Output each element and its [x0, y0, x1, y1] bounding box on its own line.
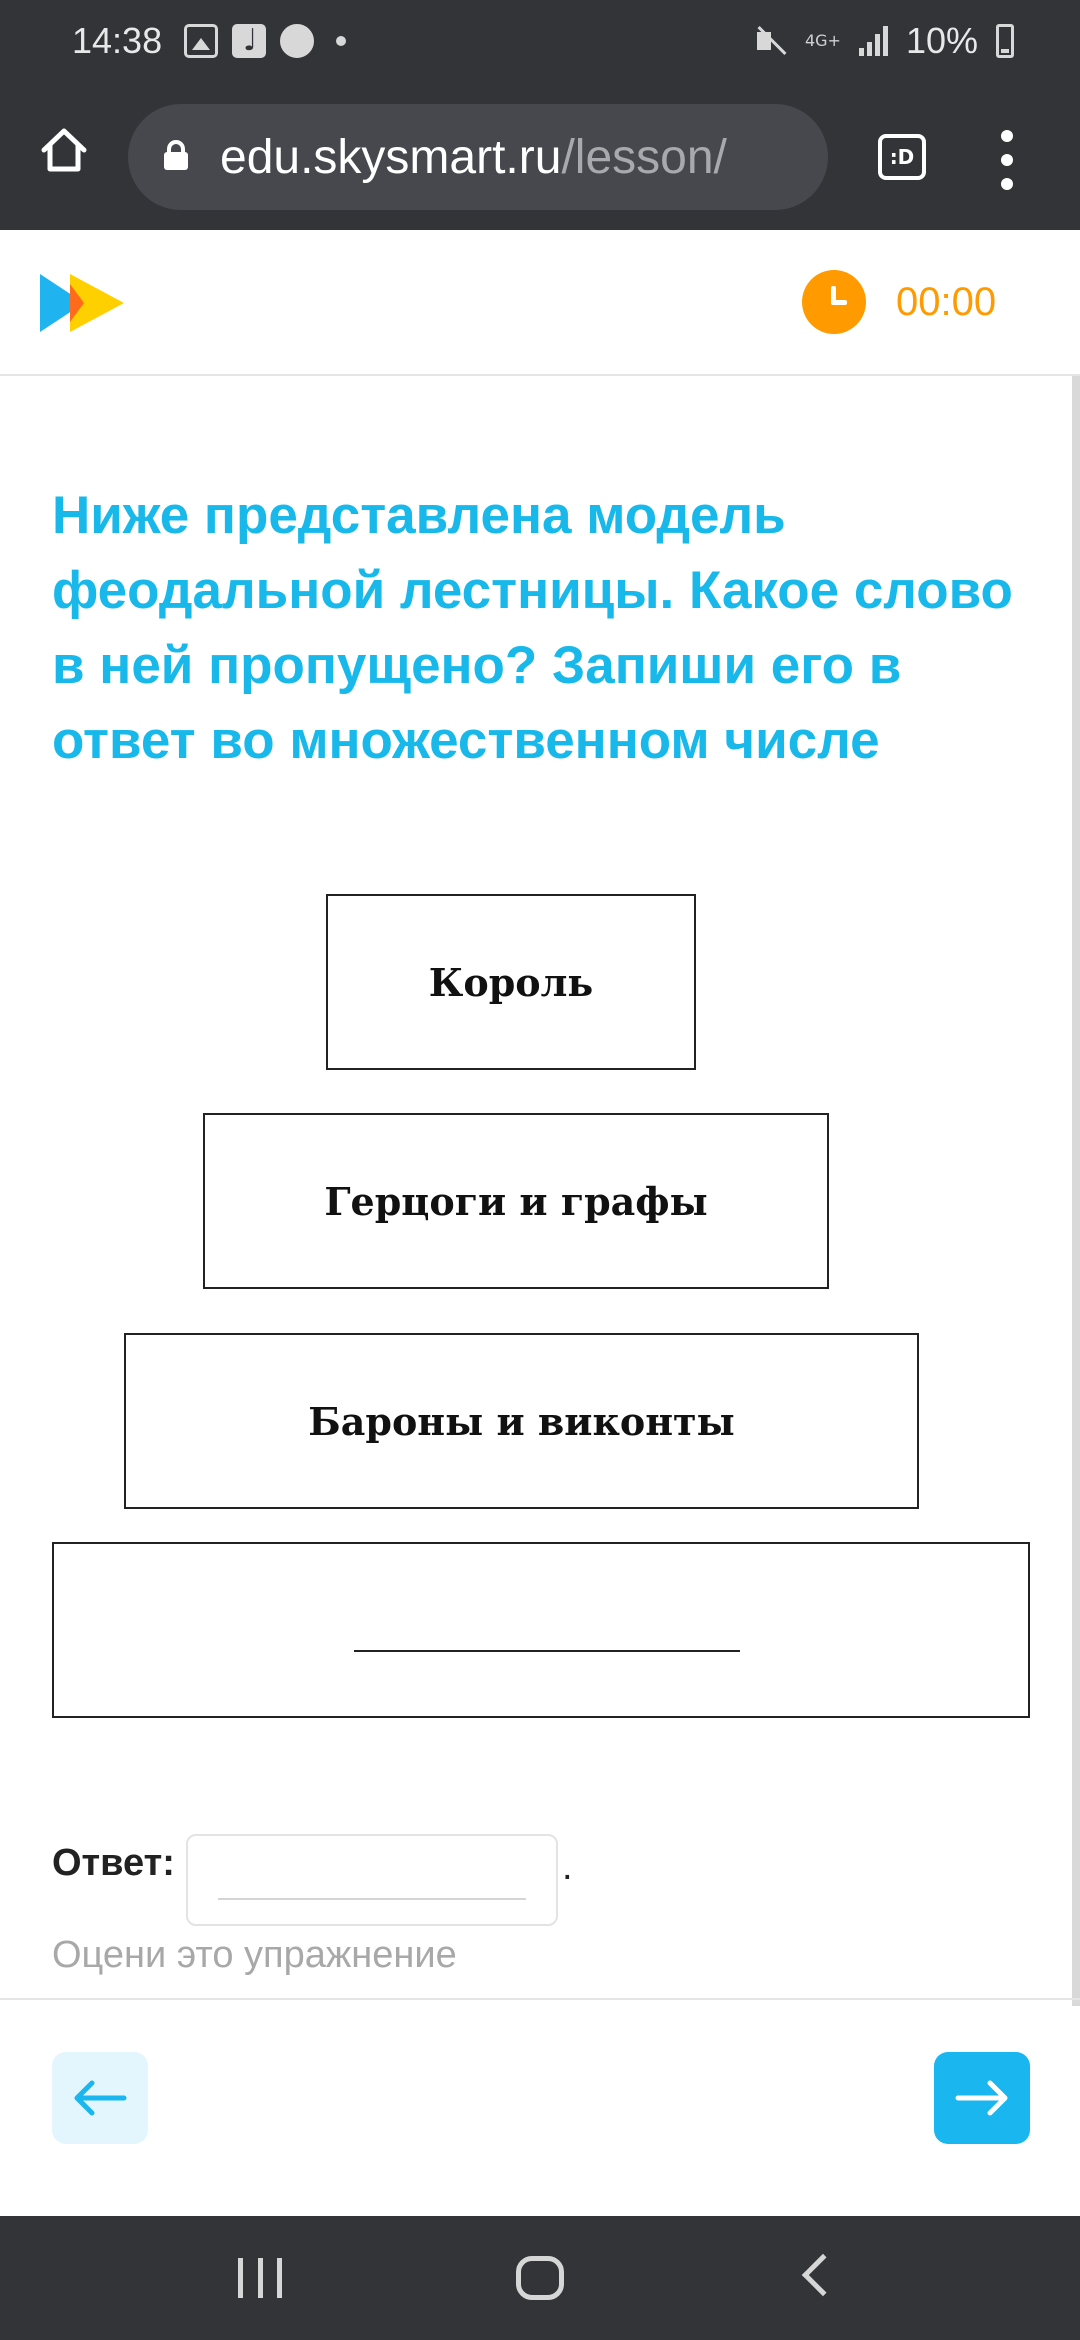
- browser-menu-icon[interactable]: [992, 130, 1022, 190]
- system-status: [753, 20, 1014, 62]
- timer: [802, 270, 996, 334]
- home-button-icon[interactable]: [516, 2256, 564, 2300]
- answer-label: Ответ:: [52, 1842, 175, 1884]
- previous-button[interactable]: [52, 2052, 148, 2144]
- answer-suffix: .: [562, 1846, 573, 1888]
- status-bar: [0, 0, 1080, 84]
- pyramid-level-missing: [52, 1542, 1030, 1718]
- lock-icon: [164, 140, 188, 170]
- rate-exercise-link[interactable]: Оцени это упражнение: [52, 1934, 457, 1976]
- url-host: edu.skysmart.ru: [220, 131, 562, 184]
- divider: [0, 1998, 1080, 2000]
- music-icon: [232, 24, 266, 58]
- battery-percent: 10%: [905, 20, 978, 61]
- mute-icon: [753, 24, 787, 58]
- gallery-icon: [184, 24, 218, 58]
- url-text: [220, 130, 727, 185]
- network-type: 4G+: [804, 31, 841, 50]
- pyramid-level-dukes: [203, 1113, 829, 1289]
- battery-icon: [996, 24, 1014, 58]
- pyramid-level-king: [326, 894, 696, 1070]
- pyramid-level-label: Герцоги и графы: [324, 1178, 708, 1224]
- arrow-left-icon: [72, 2078, 128, 2118]
- question-text: Ниже представлена модель феодальной лестницы. Какое слово в ней пропущено? Запиши его в ответ во множественном числе: [52, 486, 1013, 770]
- back-icon[interactable]: [802, 2254, 844, 2296]
- recent-apps-icon[interactable]: [238, 2258, 282, 2298]
- system-navigation-bar: [0, 2216, 1080, 2340]
- more-notifications-icon: [336, 36, 346, 46]
- answer-input[interactable]: [186, 1834, 558, 1926]
- tabs-button[interactable]: :D: [878, 134, 926, 180]
- app-header: [0, 230, 1080, 376]
- home-icon[interactable]: [38, 124, 90, 176]
- browser-toolbar: [0, 84, 1080, 230]
- timer-value: 00:00: [896, 279, 997, 324]
- address-bar[interactable]: [128, 104, 828, 210]
- url-path: /lesson/: [561, 131, 727, 184]
- game-icon: [280, 24, 314, 58]
- answer-input-underline: [218, 1898, 526, 1900]
- arrow-right-icon: [954, 2078, 1010, 2118]
- blank-line: [354, 1650, 740, 1652]
- next-button[interactable]: [934, 2052, 1030, 2144]
- pyramid-level-label: Король: [428, 959, 594, 1005]
- scrollbar[interactable]: [1072, 376, 1080, 2006]
- pyramid-level-barons: [124, 1333, 919, 1509]
- clock-icon: [802, 270, 866, 334]
- notification-icons: [184, 24, 346, 58]
- status-time: 14:38: [72, 20, 163, 61]
- pyramid-level-label: Бароны и виконты: [308, 1398, 735, 1444]
- signal-icon: [859, 26, 888, 56]
- skysmart-logo[interactable]: [40, 272, 130, 334]
